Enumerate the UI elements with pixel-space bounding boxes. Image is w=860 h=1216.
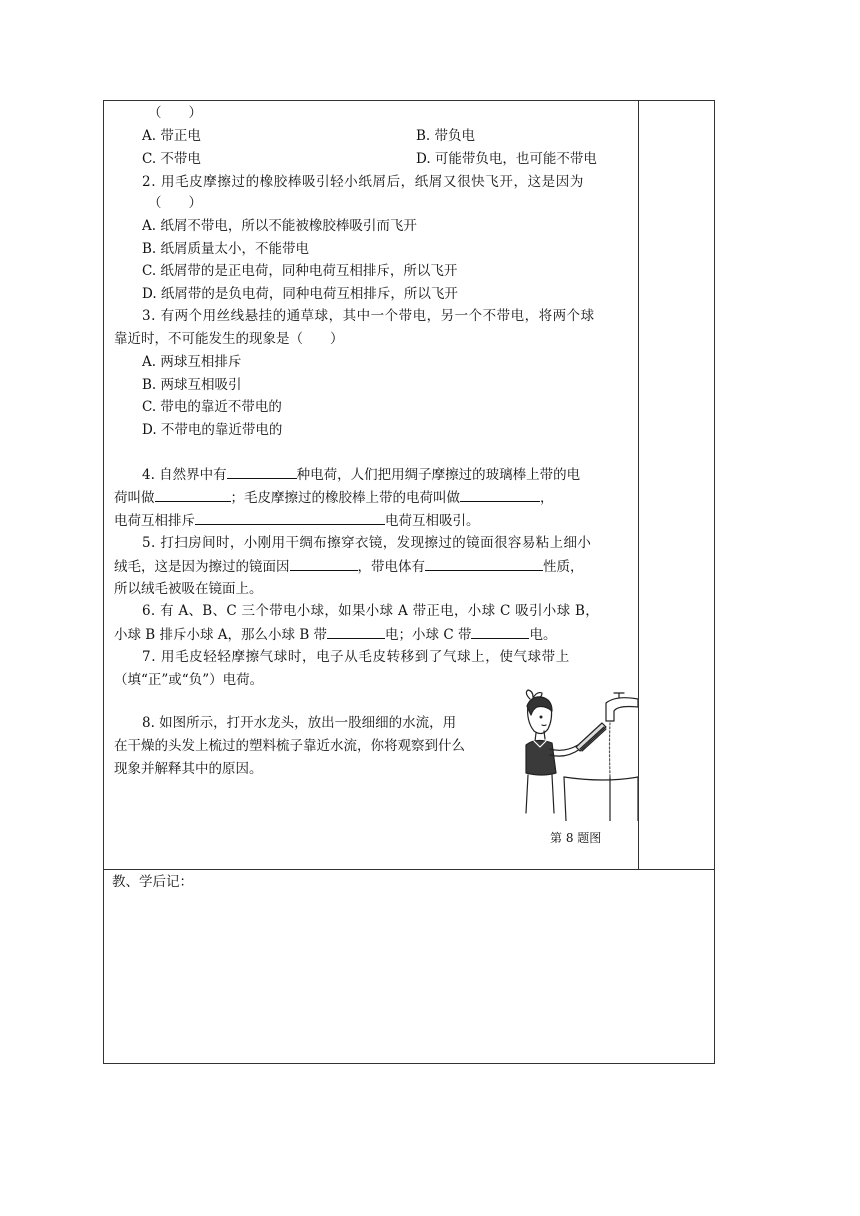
q4-blank-repel bbox=[195, 510, 385, 525]
q4-text: 电荷互相排斥 bbox=[114, 513, 195, 529]
q3-option-b: B. 两球互相吸引 bbox=[142, 377, 242, 393]
q2-option-b: B. 纸屑质量太小，不能带电 bbox=[142, 241, 310, 257]
q4-text: ；毛皮摩擦过的橡胶棒上带的电荷叫做 bbox=[230, 490, 460, 506]
q3-option-c: C. 带电的靠近不带电的 bbox=[142, 399, 282, 415]
q4-line2 bbox=[114, 487, 554, 508]
q3-stem-line2: 靠近时，不可能发生的现象是（ ） bbox=[114, 331, 344, 347]
q4-text: 荷叫做 bbox=[114, 490, 155, 506]
q2-stem: 2. 用毛皮摩擦过的橡胶棒吸引轻小纸屑后，纸屑又很快飞开，这是因为 bbox=[142, 174, 584, 190]
q3-option-d: D. 不带电的靠近带电的 bbox=[142, 422, 283, 438]
q1-option-c: C. 不带电 bbox=[142, 151, 201, 167]
row-divider bbox=[104, 869, 714, 870]
q4-text: 电荷互相吸引。 bbox=[385, 513, 480, 529]
q5-blank-cause bbox=[290, 556, 358, 571]
q2-paren: （ ） bbox=[148, 195, 202, 211]
q6-blank-b bbox=[327, 624, 385, 639]
q6-text: 电。 bbox=[529, 627, 557, 643]
q7-line1: 7. 用毛皮轻轻摩擦气球时，电子从毛皮转移到了气球上，使气球带上 bbox=[142, 649, 570, 665]
q5-line1: 5. 打扫房间时，小刚用干绸布擦穿衣镜，发现擦过的镜面很容易粘上细小 bbox=[142, 535, 592, 551]
q5-line2 bbox=[114, 556, 584, 577]
q7-line2: （填“正”或“负”）电荷。 bbox=[114, 672, 264, 688]
q1-option-d: D. 可能带负电，也可能不带电 bbox=[416, 151, 597, 167]
q6-text: 电；小球 C 带 bbox=[385, 627, 472, 643]
q2-option-c: C. 纸屑带的是正电荷，同种电荷互相排斥，所以飞开 bbox=[142, 263, 458, 279]
worksheet-table bbox=[103, 100, 715, 1064]
q5-text: 性质， bbox=[543, 559, 584, 575]
q1-option-a: A. 带正电 bbox=[142, 128, 201, 144]
q5-text: 绒毛，这是因为擦过的镜面因 bbox=[114, 559, 290, 575]
q4-blank-rubber bbox=[460, 487, 540, 502]
q3-stem-line1: 3. 有两个用丝线悬挂的通草球，其中一个带电，另一个不带电，将两个球 bbox=[142, 308, 595, 324]
q4-blank-glass bbox=[155, 487, 231, 502]
q2-option-a: A. 纸屑不带电，所以不能被橡胶棒吸引而飞开 bbox=[142, 218, 417, 234]
q1-paren: （ ） bbox=[148, 105, 202, 121]
q4-line1 bbox=[142, 464, 580, 485]
q8-figure-illustration bbox=[514, 689, 638, 821]
q6-blank-c bbox=[471, 624, 529, 639]
q8-line2: 在干燥的头发上梳过的塑料梳子靠近水流，你将观察到什么 bbox=[114, 738, 465, 754]
q8-figure-caption: 第 8 题图 bbox=[550, 831, 602, 845]
q5-blank-property bbox=[425, 556, 543, 571]
q6-line2 bbox=[114, 624, 556, 645]
q4-line3 bbox=[114, 510, 480, 531]
q4-text: ， bbox=[540, 490, 554, 506]
q8-line3: 现象并解释其中的原因。 bbox=[114, 761, 263, 777]
q1-option-b: B. 带负电 bbox=[416, 128, 476, 144]
q3-option-a: A. 两球互相排斥 bbox=[142, 354, 242, 370]
q6-line1: 6. 有 A、B、C 三个带电小球，如果小球 A 带正电，小球 C 吸引小球 B， bbox=[142, 603, 600, 619]
notes-label: 教、学后记： bbox=[112, 874, 193, 890]
q8-line1: 8. 如图所示，打开水龙头，放出一股细细的水流，用 bbox=[142, 715, 457, 731]
q6-text: 小球 B 排斥小球 A，那么小球 B 带 bbox=[114, 627, 328, 643]
q4-text: 4. 自然界中有 bbox=[142, 467, 227, 483]
q5-line3: 所以绒毛被吸在镜面上。 bbox=[114, 581, 263, 597]
column-divider bbox=[638, 101, 639, 869]
q4-blank-kinds bbox=[227, 464, 297, 479]
q2-option-d: D. 纸屑带的是负电荷，同种电荷互相排斥，所以飞开 bbox=[142, 286, 458, 302]
q5-text: ，带电体有 bbox=[357, 559, 425, 575]
q4-text: 种电荷，人们把用绸子摩擦过的玻璃棒上带的电 bbox=[296, 467, 581, 483]
